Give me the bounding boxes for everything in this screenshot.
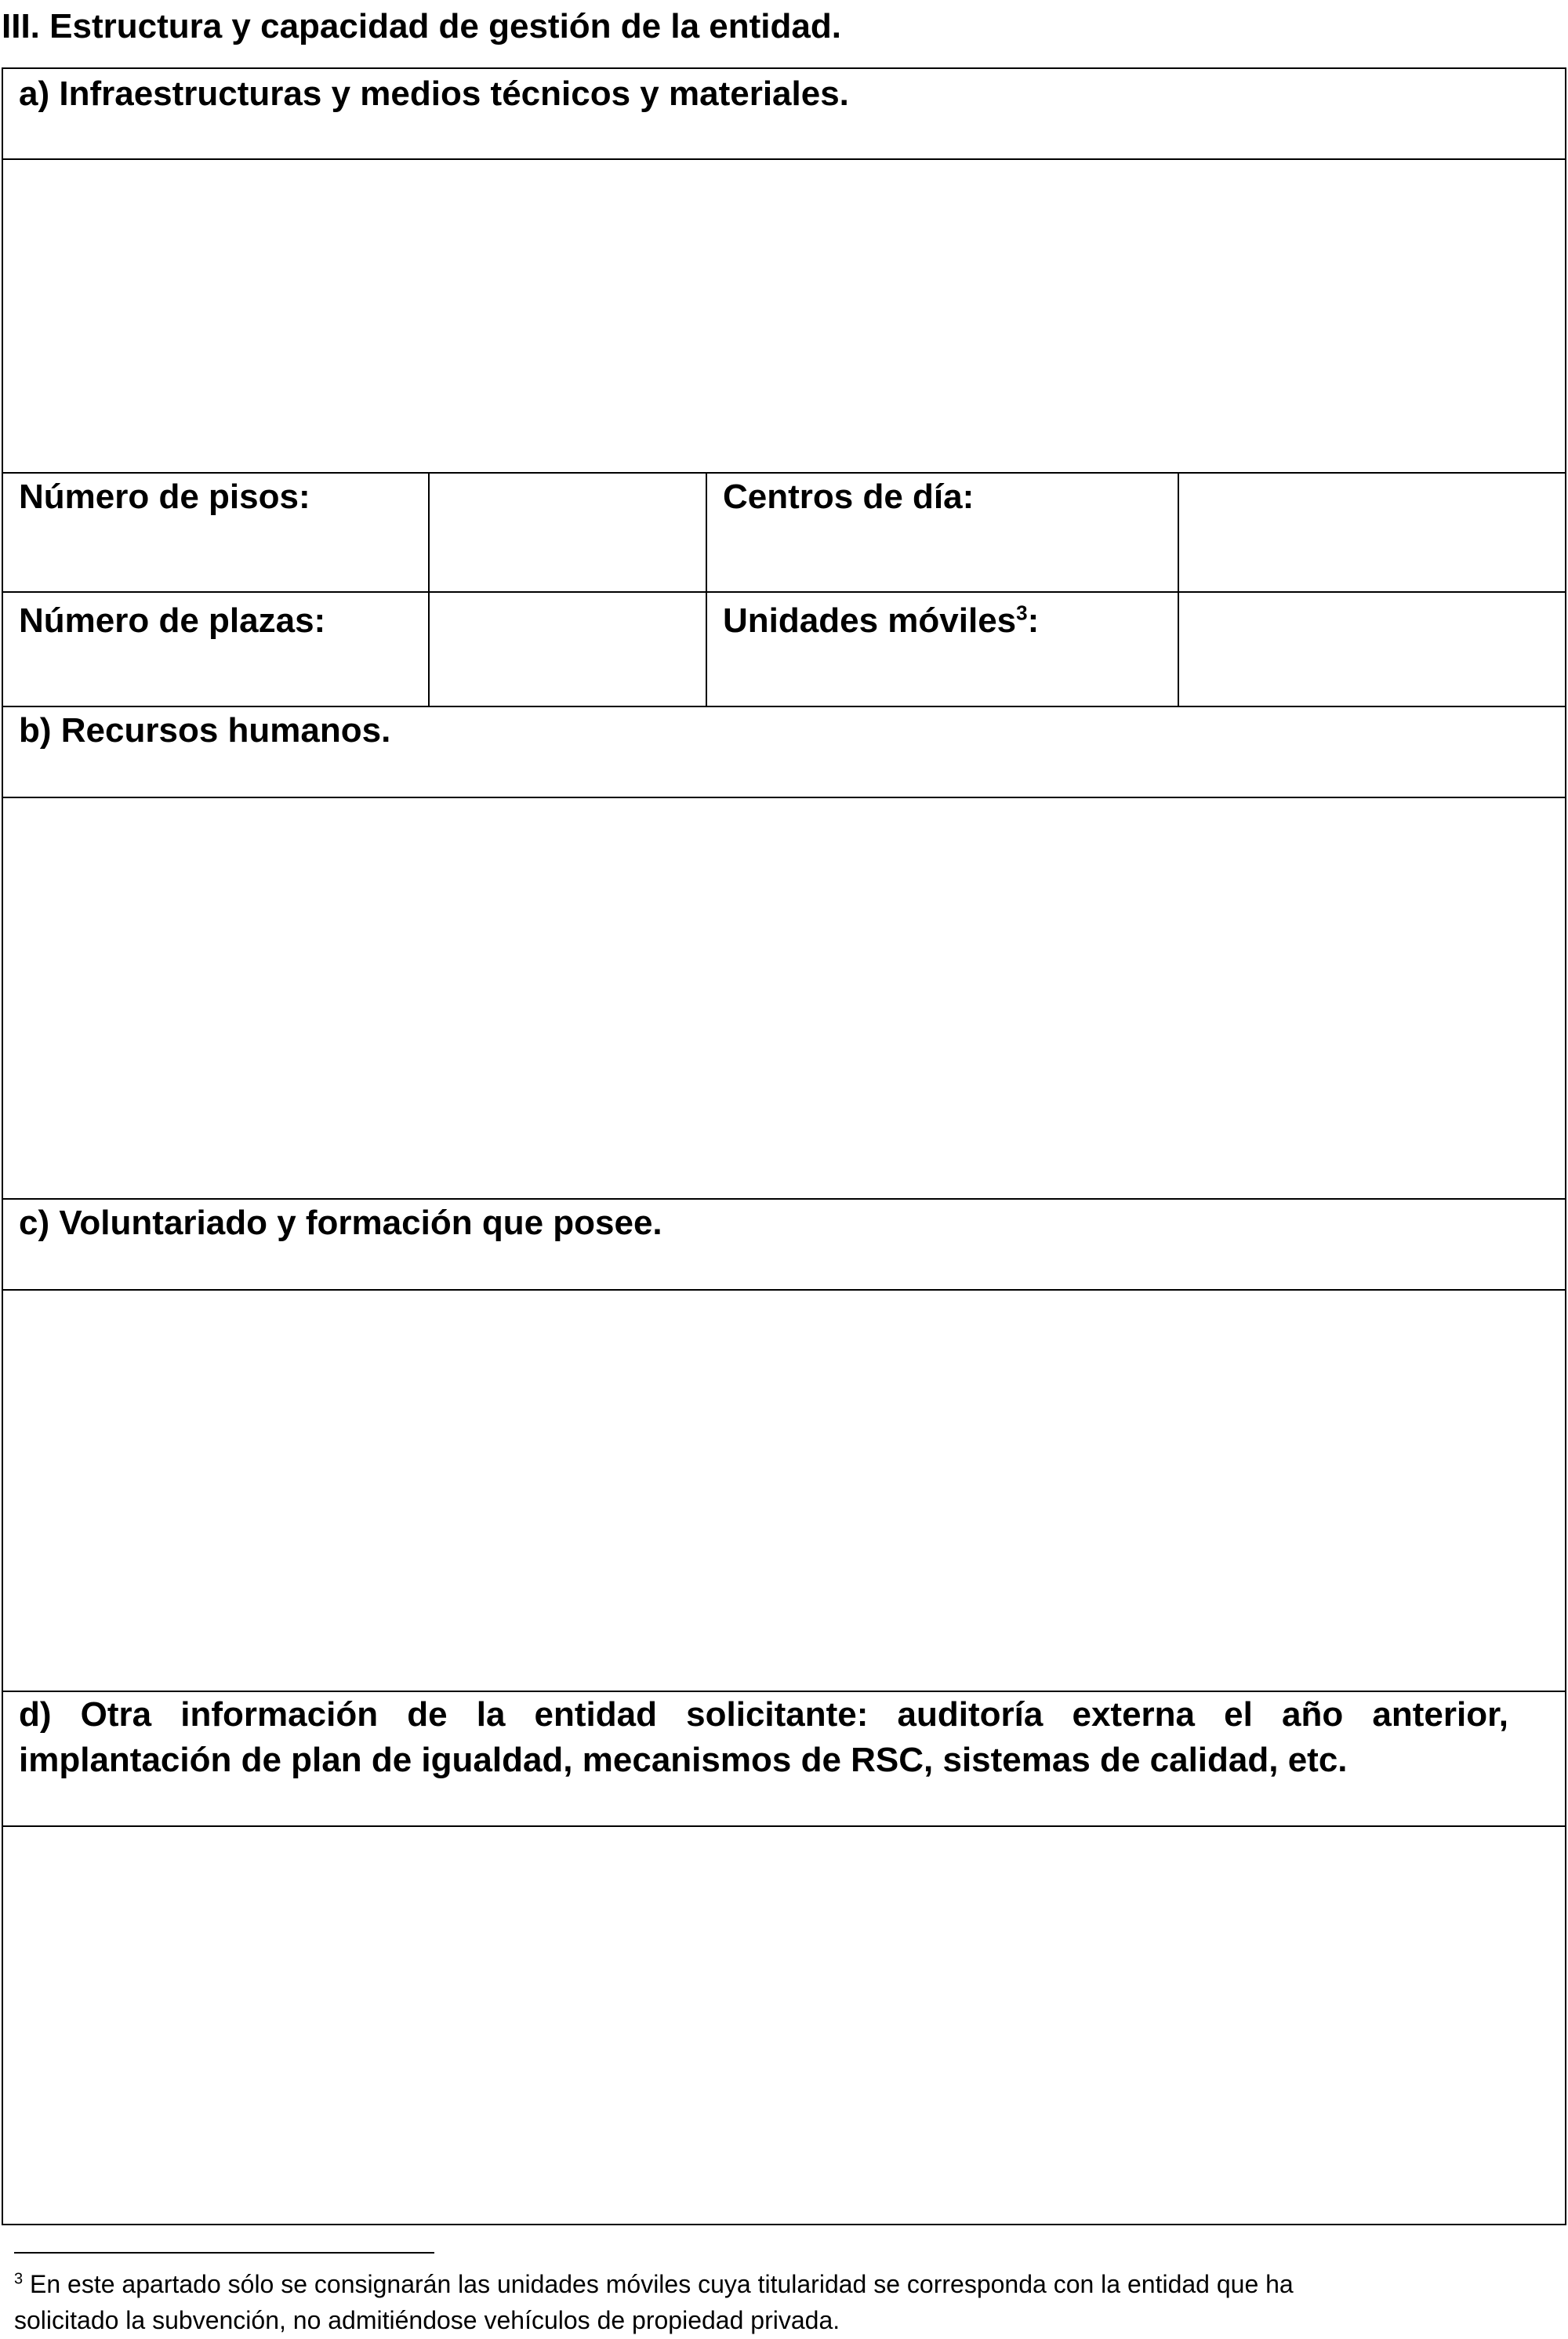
footnote-marker: 3 [14, 2270, 24, 2288]
label-colon: : [1027, 601, 1040, 640]
section-b-input-area[interactable] [3, 798, 1565, 1198]
centros-dia-label: Centros de día: [723, 478, 975, 516]
numero-plazas-field[interactable] [430, 593, 706, 706]
numero-pisos-field[interactable] [430, 474, 706, 591]
unidades-moviles-text: Unidades móviles [723, 601, 1017, 640]
section-d-heading: d) Otra información de la entidad solicitante: auditoría externa el año anterior, implantación de plan de igualdad, mecanismos de RSC, sistemas de calidad, etc. [19, 1695, 1508, 1779]
section-a-input-area[interactable] [3, 160, 1565, 470]
section-c-heading: c) Voluntariado y formación que posee. [19, 1204, 662, 1242]
column-divider [1178, 474, 1179, 707]
column-divider [706, 474, 707, 707]
footnote-text: En este apartado sólo se consignarán las unidades móviles cuya titularidad se corresponda con la entidad que ha solicitado la subvención, no admitiéndose vehículos de propiedad privada. [14, 2270, 1294, 2334]
divider [3, 1198, 1565, 1200]
footnote [14, 2266, 1347, 2338]
centros-dia-field[interactable] [1179, 474, 1566, 591]
footnote-separator [14, 2252, 434, 2254]
section-b-heading: b) Recursos humanos. [19, 711, 391, 750]
section-d-input-area[interactable] [3, 1827, 1565, 2224]
unidades-moviles-field[interactable] [1179, 593, 1566, 706]
numero-pisos-label: Número de pisos: [19, 478, 310, 516]
footnote-ref[interactable]: 3 [1016, 601, 1028, 625]
divider [3, 706, 1565, 707]
numero-plazas-label: Número de plazas: [19, 601, 326, 640]
section-c-input-area[interactable] [3, 1291, 1565, 1691]
section-a-heading: a) Infraestructuras y medios técnicos y materiales. [19, 74, 849, 113]
form-table [2, 67, 1566, 2225]
column-divider [428, 474, 430, 707]
unidades-moviles-label [723, 599, 1039, 643]
page-title: III. Estructura y capacidad de gestión de la entidad. [2, 7, 841, 45]
